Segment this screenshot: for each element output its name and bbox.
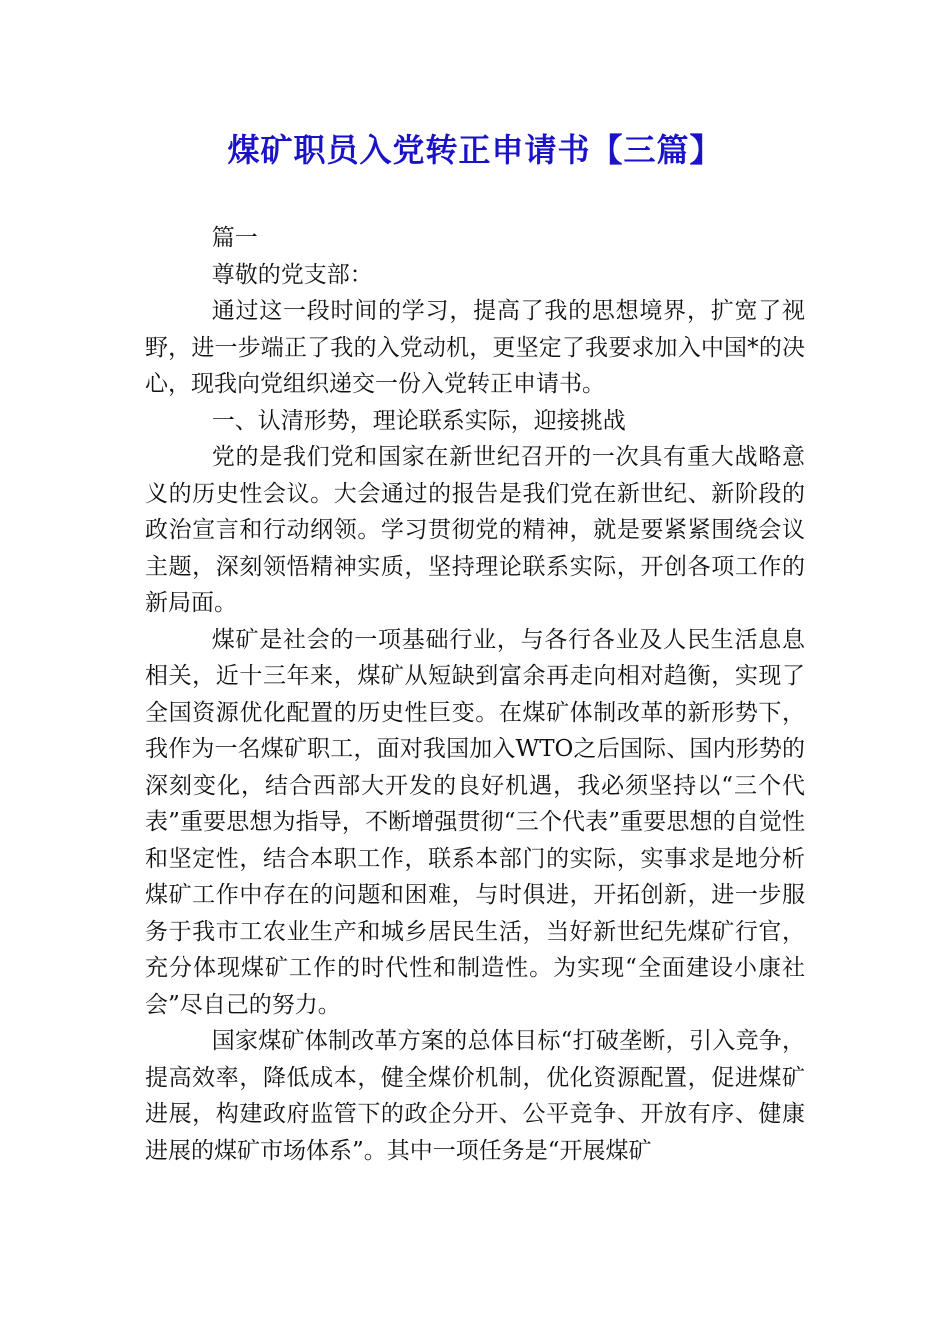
paragraph: 篇一 <box>211 225 258 251</box>
paragraph: 国家煤矿体制改革方案的总体目标“打破垄断，引入竞争，提高效率，降低成本，健全煤价机制，优化资源配置，促进煤矿进展，构建政府监管下的政企分开、公平竞争、开放有序、健康进展的煤矿市场体系”。其中一项任务是“开展煤矿 <box>145 1028 805 1164</box>
paragraph: 尊敬的党支部： <box>211 261 373 288</box>
paragraph: 一、认清形势，理论联系实际，迎接挑战 <box>211 407 626 434</box>
paragraph: 通过这一段时间的学习，提高了我的思想境界，扩宽了视野，进一步端正了我的入党动机，更坚定了我要求加入中国*的决心，现我向党组织递交一份入党转正申请书。 <box>145 298 805 397</box>
paragraph: 煤矿是社会的一项基础行业，与各行各业及人民生活息息相关，近十三年来，煤矿从短缺到富余再走向相对趋衡，实现了全国资源优化配置的历史性巨变。在煤矿体制改革的新形势下，我作为一名煤矿职工，面对我国加入WTO之后国际、国内形势的深刻变化，结合西部大开发的良好机遇，我必须坚持以“三个代表”重要思想为指导，不断增强贯彻“三个代表”重要思想的自觉性和坚定性，结合本职工作，联系本部门的实际，实事求是地分析煤矿工作中存在的问题和困难，与时俱进，开拓创新，进一步服务于我市工农业生产和城乡居民生活，当好新世纪先煤矿行官，充分体现煤矿工作的时代性和制造性。为实现“全面建设小康社会”尽自己的努力。 <box>145 626 805 1018</box>
document-body <box>145 220 805 1169</box>
document-title: 煤矿职员入党转正申请书【三篇】 <box>227 131 723 169</box>
paragraph: 党的是我们党和国家在新世纪召开的一次具有重大战略意义的历史性会议。大会通过的报告是我们党在新世纪、新阶段的政治宣言和行动纲领。学习贯彻党的精神，就是要紧紧围绕会议主题，深刻领悟精神实质，坚持理论联系实际，开创各项工作的新局面。 <box>145 444 805 616</box>
